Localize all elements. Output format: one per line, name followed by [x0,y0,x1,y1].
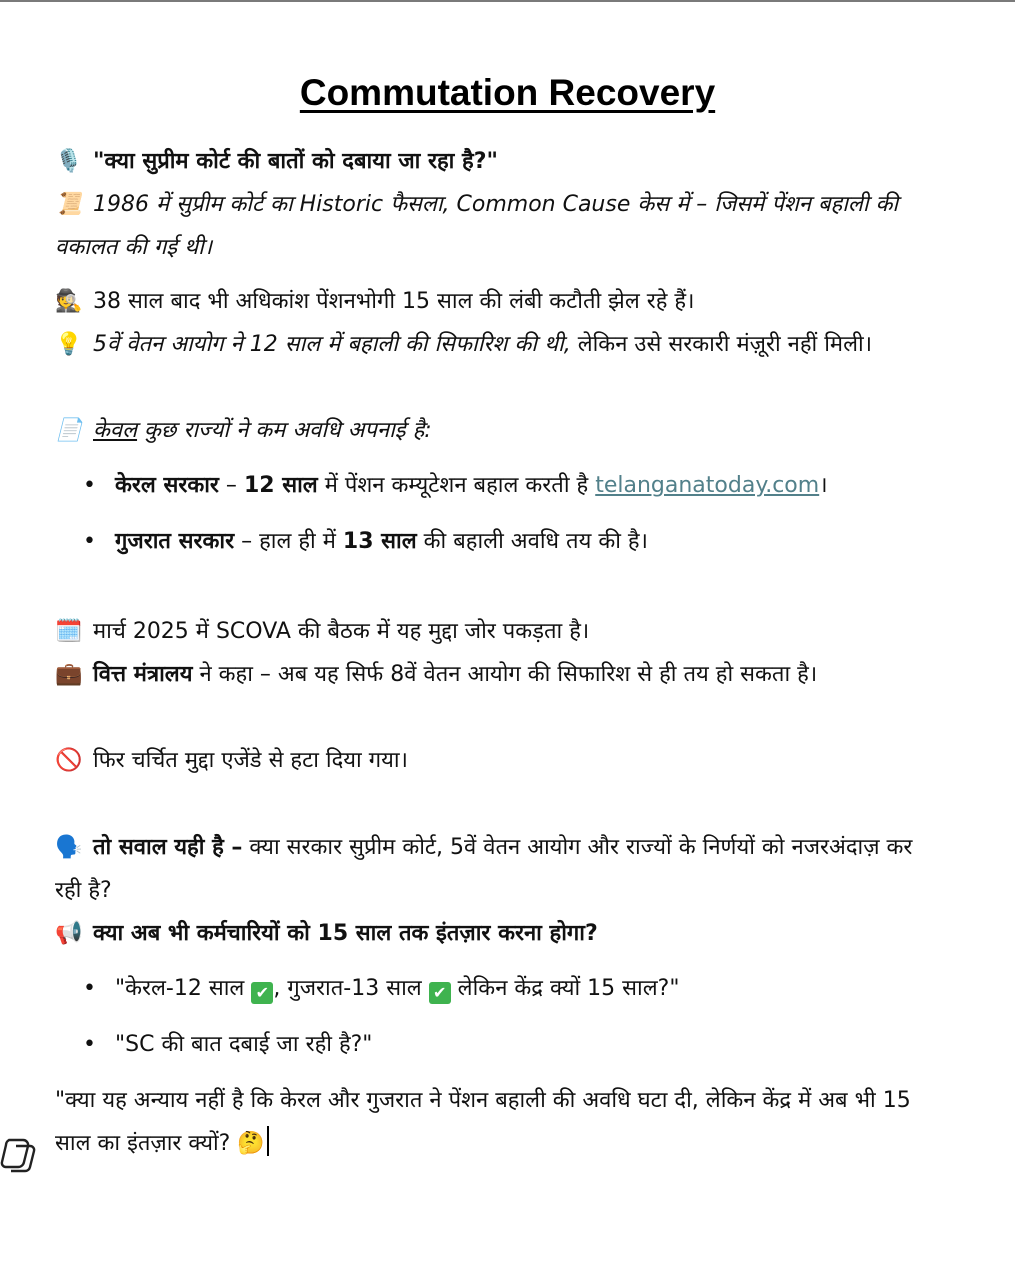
states-list [55,464,955,576]
list-item-sc: • "SC की बात दबाई जा रही है?" [55,1023,955,1079]
list-item-gujarat: • गुजरात सरकार – हाल ही में 13 साल की बहाली अवधि तय की है। [55,520,955,576]
scova-line: 🗓️ मार्च 2025 में SCOVA की बैठक में यह मुद्दा जोर पकड़ता है। [55,610,955,653]
history-paragraph: 📜 1986 में सुप्रीम कोर्ट का Historic फैसला, Common Cause केस में – जिसमें पेंशन बहाली की वकालत की गई थी। [55,183,935,269]
question-line: 🎙️ "क्या सुप्रीम कोर्ट की बातों को दबाया जा रहा है?" [55,140,955,183]
list-item-kerala: • केरल सरकार – 12 साल में पेंशन कम्यूटेशन बहाल करती है telanganatoday.com। [55,464,955,520]
microphone-icon: 🎙️ [55,149,83,174]
copilot-icon[interactable] [0,1134,38,1174]
text-cursor [267,1126,269,1156]
states-intro: 📄 केवल कुछ राज्यों ने कम अवधि अपनाई है: [55,409,955,452]
megaphone-icon: 📢 [55,921,83,946]
pay-commission-paragraph: 💡 5वें वेतन आयोग ने 12 साल में बहाली की सिफारिश की थी, लेकिन उसे सरकारी मंज़ूरी नहीं मिली। [55,323,935,366]
speaking-head-icon: 🗣️ [55,835,83,860]
finance-ministry-paragraph: 💼 वित्त मंत्रालय ने कहा – अब यह सिर्फ 8वें वेतन आयोग की सिफारिश से ही तय हो सकता है। [55,653,960,696]
light-bulb-icon: 💡 [55,332,83,357]
thinking-face-icon: 🤔 [237,1131,265,1156]
question-paragraph: 🗣️ तो सवाल यही है – क्या सरकार सुप्रीम कोर्ट, 5वें वेतन आयोग और राज्यों के निर्णयों को नजरअंदाज़ कर रही है? [55,826,945,912]
source-link[interactable]: telanganatoday.com [595,473,820,498]
detective-icon: 🕵️ [55,289,83,314]
waiting-question: 📢 क्या अब भी कर्मचारियों को 15 साल तक इंतज़ार करना होगा? [55,912,955,955]
agenda-removed-line: 🚫 फिर चर्चित मुद्दा एजेंडे से हटा दिया गया। [55,739,955,782]
delay-line: 🕵️ 38 साल बाद भी अधिकांश पेंशनभोगी 15 साल की लंबी कटौती झेल रहे हैं। [55,280,955,323]
check-mark-icon: ✔ [429,982,451,1004]
check-mark-icon: ✔ [251,982,273,1004]
closing-paragraph: "क्या यह अन्याय नहीं है कि केरल और गुजरात ने पेंशन बहाली की अवधि घटा दी, लेकिन केंद्र में अब भी 15 साल का इंतज़ार क्यों? 🤔 [55,1088,911,1156]
list-item-comparison: • "केरल-12 साल ✔ , गुजरात-13 साल ✔ लेकिन केंद्र क्यों 15 साल?" [55,967,955,1023]
comparison-list [55,967,955,1079]
top-border [0,0,1015,2]
page-title: Commutation Recovery [299,72,716,113]
briefcase-icon: 💼 [55,662,83,687]
document-icon: 📄 [55,418,83,443]
calendar-icon: 🗓️ [55,619,83,644]
scroll-icon: 📜 [55,192,83,217]
prohibited-icon: 🚫 [55,748,83,773]
